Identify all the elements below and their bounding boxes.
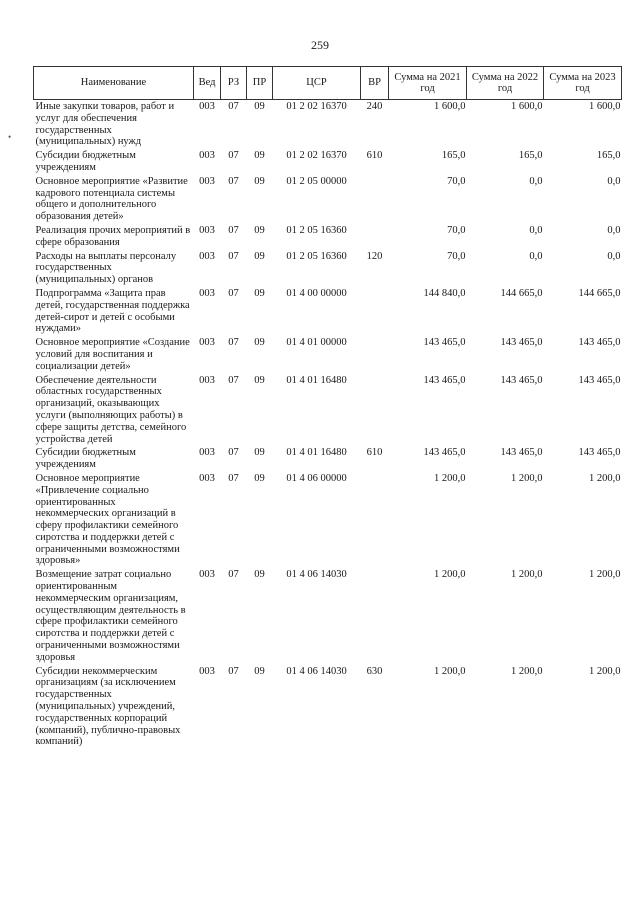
cell-vr <box>361 569 389 665</box>
table-row <box>34 225 622 251</box>
cell-name: Субсидии некоммерческим организациям (за исключением государственных (муниципальных) учреждений, государственных корпораций (компаний), публично-правовых компаний) <box>35 665 181 748</box>
table-row <box>34 666 622 751</box>
cell-rz: 07 <box>228 665 239 677</box>
cell-vr <box>361 337 389 374</box>
cell-sum-2023: 165,0 <box>596 150 621 162</box>
cell-sum-2022: 143 465,0 <box>500 374 543 386</box>
cell-name: Субсидии бюджетным учреждениям <box>35 447 136 471</box>
cell-pr: 09 <box>254 374 265 386</box>
header-sum-2023: Сумма на 2023 год <box>544 67 622 100</box>
cell-sum-2021: 1 200,0 <box>434 569 466 581</box>
cell-vr: 630 <box>366 665 383 677</box>
cell-vr <box>361 225 389 251</box>
cell-pr: 09 <box>254 472 265 484</box>
header-csr: ЦСР <box>273 67 361 100</box>
cell-csr: 01 4 06 14030 <box>286 569 347 581</box>
cell-ved: 003 <box>199 224 215 236</box>
cell-rz: 07 <box>228 224 239 236</box>
cell-sum-2021: 1 200,0 <box>434 472 466 484</box>
header-name: Наименование <box>34 67 194 100</box>
cell-pr: 09 <box>254 447 265 459</box>
cell-sum-2021: 1 600,0 <box>434 101 466 112</box>
table-header-row <box>34 67 622 100</box>
cell-pr: 09 <box>254 101 265 112</box>
cell-sum-2023: 1 600,0 <box>589 101 621 112</box>
cell-sum-2023: 0,0 <box>607 250 621 262</box>
cell-name: Реализация прочих мероприятий в сфере образования <box>35 224 191 248</box>
cell-rz: 07 <box>228 175 239 187</box>
cell-name: Расходы на выплаты персоналу государственных (муниципальных) органов <box>35 250 177 286</box>
cell-ved: 003 <box>199 250 215 262</box>
cell-vr <box>361 176 389 225</box>
cell-ved: 003 <box>199 665 215 677</box>
cell-csr: 01 2 02 16370 <box>286 150 347 162</box>
cell-sum-2022: 143 465,0 <box>500 447 543 459</box>
table-row <box>34 251 622 288</box>
cell-csr: 01 4 01 00000 <box>286 337 347 349</box>
cell-sum-2021: 1 200,0 <box>434 665 466 677</box>
cell-vr: 610 <box>366 150 383 162</box>
cell-rz: 07 <box>228 374 239 386</box>
cell-sum-2022: 0,0 <box>529 250 543 262</box>
cell-sum-2023: 143 465,0 <box>578 337 621 349</box>
cell-ved: 003 <box>199 337 215 349</box>
cell-vr <box>361 473 389 569</box>
header-vr: ВР <box>361 67 389 100</box>
cell-sum-2023: 1 200,0 <box>589 569 621 581</box>
cell-csr: 01 4 01 16480 <box>286 447 347 459</box>
header-sum-2022: Сумма на 2022 год <box>467 67 544 100</box>
cell-csr: 01 2 02 16370 <box>286 101 347 112</box>
cell-sum-2021: 70,0 <box>447 175 466 187</box>
cell-pr: 09 <box>254 569 265 581</box>
cell-sum-2022: 165,0 <box>518 150 543 162</box>
cell-ved: 003 <box>199 374 215 386</box>
cell-name: Основное мероприятие «Создание условий для воспитания и социализации детей» <box>35 337 190 372</box>
table-row <box>34 473 622 569</box>
cell-csr: 01 4 06 14030 <box>286 665 347 677</box>
header-rz: РЗ <box>221 67 247 100</box>
cell-vr <box>361 288 389 337</box>
cell-pr: 09 <box>254 287 265 299</box>
cell-sum-2021: 70,0 <box>447 224 466 236</box>
cell-name: Обеспечение деятельности областных государственных организаций, оказывающих услуги (выполняющих работы) в сфере защиты детства, семейного устройства детей <box>35 374 187 445</box>
cell-rz: 07 <box>228 287 239 299</box>
cell-ved: 003 <box>199 150 215 162</box>
cell-sum-2022: 1 600,0 <box>511 101 543 112</box>
cell-name: Возмещение затрат социально ориентированным некоммерческим организациям, осуществляющим деятельность в сфере профилактики семейного сиротства и поддержки детей с ограниченными возможностями здоровья <box>35 569 186 663</box>
cell-sum-2022: 144 665,0 <box>500 287 543 299</box>
cell-csr: 01 2 05 16360 <box>286 224 347 236</box>
cell-pr: 09 <box>254 175 265 187</box>
cell-sum-2022: 1 200,0 <box>511 665 543 677</box>
cell-rz: 07 <box>228 337 239 349</box>
cell-sum-2023: 144 665,0 <box>578 287 621 299</box>
cell-sum-2022: 0,0 <box>529 175 543 187</box>
cell-vr: 120 <box>366 250 383 262</box>
table-row <box>34 288 622 337</box>
cell-csr: 01 2 05 00000 <box>286 175 347 187</box>
cell-csr: 01 4 06 00000 <box>286 472 347 484</box>
table-row <box>34 176 622 225</box>
cell-vr: 610 <box>366 447 383 459</box>
cell-sum-2023: 143 465,0 <box>578 374 621 386</box>
table-row <box>34 569 622 665</box>
cell-ved: 003 <box>199 175 215 187</box>
cell-ved: 003 <box>199 287 215 299</box>
cell-csr: 01 4 00 00000 <box>286 287 347 299</box>
header-sum-2021: Сумма на 2021 год <box>389 67 467 100</box>
cell-sum-2021: 70,0 <box>447 250 466 262</box>
cell-sum-2023: 1 200,0 <box>589 665 621 677</box>
header-pr: ПР <box>247 67 273 100</box>
header-ved: Вед <box>194 67 221 100</box>
table-row <box>34 337 622 374</box>
cell-sum-2023: 0,0 <box>607 175 621 187</box>
table-row <box>34 375 622 448</box>
table-row <box>34 150 622 176</box>
cell-sum-2022: 0,0 <box>529 224 543 236</box>
cell-sum-2021: 143 465,0 <box>423 337 466 349</box>
table-body <box>34 100 622 751</box>
cell-sum-2022: 1 200,0 <box>511 472 543 484</box>
cell-vr: 240 <box>366 101 383 112</box>
cell-pr: 09 <box>254 250 265 262</box>
cell-csr: 01 2 05 16360 <box>286 250 347 262</box>
cell-sum-2021: 165,0 <box>441 150 466 162</box>
cell-sum-2023: 143 465,0 <box>578 447 621 459</box>
cell-ved: 003 <box>199 472 215 484</box>
cell-sum-2021: 144 840,0 <box>423 287 466 299</box>
cell-pr: 09 <box>254 224 265 236</box>
cell-pr: 09 <box>254 337 265 349</box>
cell-rz: 07 <box>228 447 239 459</box>
cell-rz: 07 <box>228 150 239 162</box>
page-number: 259 <box>311 38 329 52</box>
cell-rz: 07 <box>228 250 239 262</box>
cell-ved: 003 <box>199 447 215 459</box>
cell-vr <box>361 375 389 448</box>
cell-name: Основное мероприятие «Привлечение социально ориентированных некоммерческих организаций в сферу профилактики семейного сиротства и поддержки детей с ограниченными возможностями здоровья» <box>35 472 180 567</box>
table-row <box>34 100 622 151</box>
cell-rz: 07 <box>228 569 239 581</box>
cell-sum-2023: 0,0 <box>607 224 621 236</box>
cell-name: Основное мероприятие «Развитие кадрового потенциала системы общего и дополнительного образования детей» <box>35 175 188 223</box>
cell-sum-2022: 1 200,0 <box>511 569 543 581</box>
cell-ved: 003 <box>199 101 215 112</box>
table-row <box>34 447 622 473</box>
cell-csr: 01 4 01 16480 <box>286 374 347 386</box>
cell-pr: 09 <box>254 150 265 162</box>
cell-rz: 07 <box>228 472 239 484</box>
cell-name: Субсидии бюджетным учреждениям <box>35 150 136 173</box>
cell-name: Подпрограмма «Защита прав детей, государственная поддержка детей-сирот и детей с особыми нуждами» <box>35 287 190 335</box>
cell-sum-2022: 143 465,0 <box>500 337 543 349</box>
budget-table <box>33 66 622 750</box>
cell-sum-2021: 143 465,0 <box>423 374 466 386</box>
cell-pr: 09 <box>254 665 265 677</box>
cell-sum-2023: 1 200,0 <box>589 472 621 484</box>
cell-name: Иные закупки товаров, работ и услуг для обеспечения государственных (муниципальных) нужд <box>35 101 175 148</box>
cell-sum-2021: 143 465,0 <box>423 447 466 459</box>
cell-ved: 003 <box>199 569 215 581</box>
cell-rz: 07 <box>228 101 239 112</box>
scan-mark: • <box>8 132 12 142</box>
